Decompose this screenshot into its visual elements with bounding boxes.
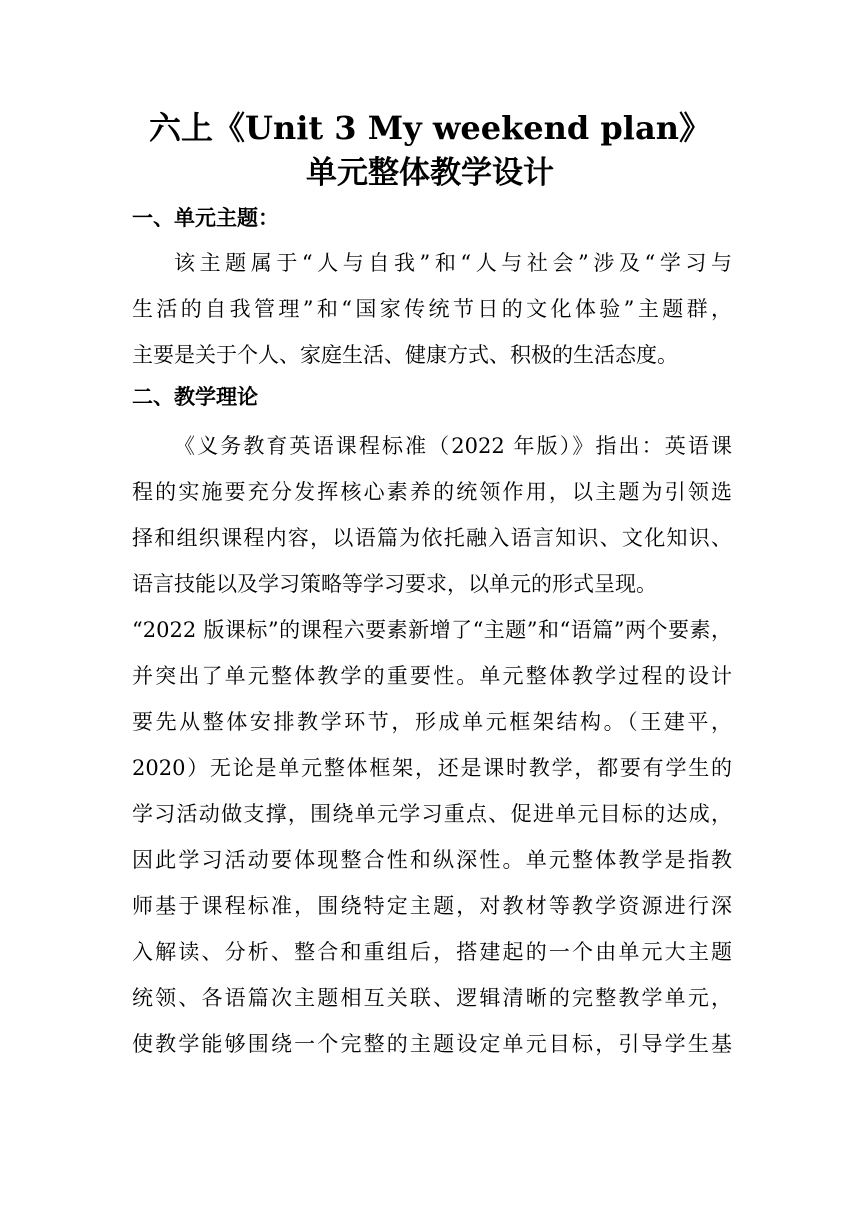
paragraph-teaching-theory [132,423,732,1067]
document-title: 六上《Unit 3 My weekend plan》 [149,109,711,147]
text-line: 统领、各语篇次主题相互关联、逻辑清晰的完整教学单元， [132,986,732,1010]
text-line: 该主题属于“人与自我”和“人与社会”涉及“学习与 [174,251,732,275]
text-line: 程的实施要充分发挥核心素养的统领作用，以主题为引领选 [132,480,732,504]
text-line: 要先从整体安排教学环节，形成单元框架结构。（王建平， [132,710,732,734]
section-heading-unit-theme: 一、单元主题： [132,206,279,230]
text-line: 入解读、分析、整合和重组后，搭建起的一个由单元大主题 [132,940,732,964]
text-line: 学习活动做支撑，围绕单元学习重点、促进单元目标的达成， [132,802,732,826]
text-line: 《义务教育英语课程标准（2022 年版）》指出：英语课 [174,434,732,458]
text-line: 择和组织课程内容，以语篇为依托融入语言知识、文化知识、 [132,526,732,550]
text-line: 主要是关于个人、家庭生活、健康方式、积极的生活态度。 [132,343,678,367]
text-line: 生活的自我管理”和“国家传统节日的文化体验”主题群， [132,297,732,321]
text-line: 并突出了单元整体教学的重要性。单元整体教学过程的设计 [132,664,732,688]
text-line: 2020）无论是单元整体框架，还是课时教学，都要有学生的 [132,756,732,780]
text-line: 因此学习活动要体现整合性和纵深性。单元整体教学是指教 [132,848,732,872]
text-line: “2022 版课标”的课程六要素新增了“主题”和“语篇”两个要素， [132,618,732,642]
text-line: 师基于课程标准，围绕特定主题，对教材等教学资源进行深 [132,894,732,918]
document-subtitle: 单元整体教学设计 [306,155,554,191]
text-line: 使教学能够围绕一个完整的主题设定单元目标，引导学生基 [132,1032,732,1056]
paragraph-unit-theme [132,240,732,378]
text-line: 语言技能以及学习策略等学习要求，以单元的形式呈现。 [132,572,657,596]
section-heading-teaching-theory: 二、教学理论 [132,385,258,409]
